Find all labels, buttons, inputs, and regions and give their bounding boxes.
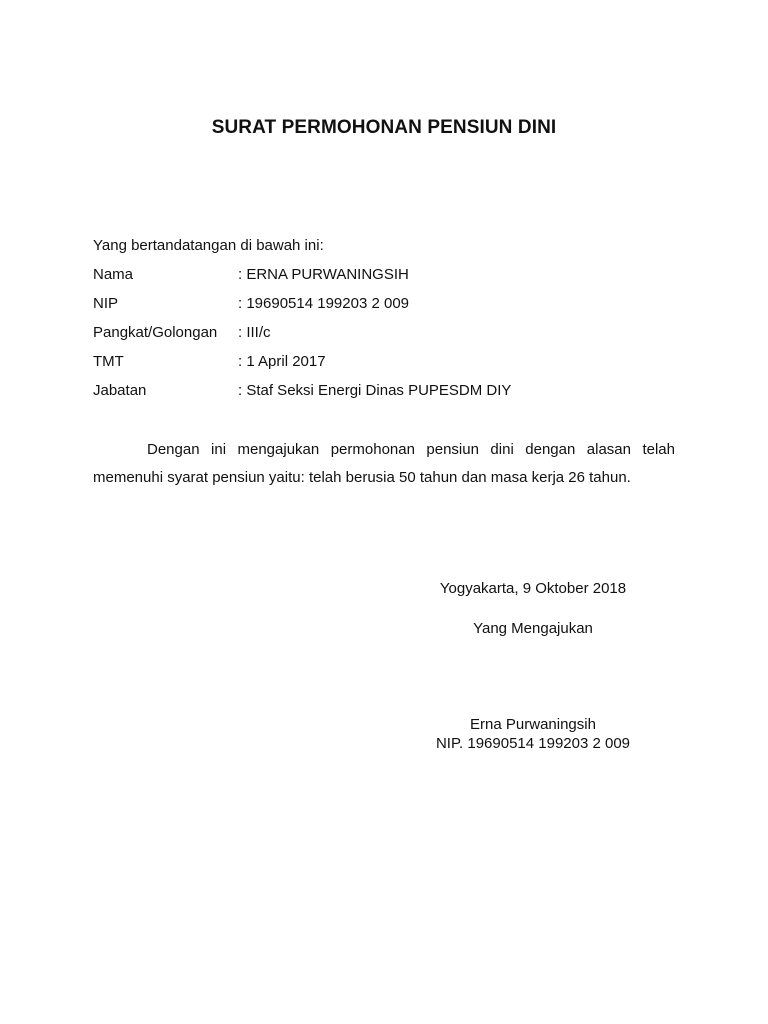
signature-place-date: Yogyakarta, 9 Oktober 2018 xyxy=(439,580,627,597)
field-label: Pangkat/Golongan xyxy=(93,324,218,341)
field-value: : Staf Seksi Energi Dinas PUPESDM DIY xyxy=(238,382,512,399)
field-label: Jabatan xyxy=(93,382,147,399)
field-value: : III/c xyxy=(238,324,271,341)
letter-title: SURAT PERMOHONAN PENSIUN DINI xyxy=(211,117,557,138)
signature-nip: NIP. 19690514 199203 2 009 xyxy=(435,735,631,752)
field-label: Nama xyxy=(93,266,134,283)
signature-name: Erna Purwaningsih xyxy=(470,716,596,733)
body-text: Dengan ini mengajukan permohonan pensiun dini dengan alasan telah memenuhi syarat pensiun yaitu: telah berusia 50 tahun dan masa kerja 26 tahun. xyxy=(93,441,675,486)
field-label: TMT xyxy=(93,353,124,370)
intro-text: Yang bertandatangan di bawah ini: xyxy=(93,237,324,254)
signature-role: Yang Mengajukan xyxy=(473,620,593,637)
body-paragraph xyxy=(93,436,675,492)
field-value: : 1 April 2017 xyxy=(238,353,326,370)
field-value: : 19690514 199203 2 009 xyxy=(238,295,409,312)
field-value: : ERNA PURWANINGSIH xyxy=(238,266,409,283)
field-label: NIP xyxy=(93,295,119,312)
